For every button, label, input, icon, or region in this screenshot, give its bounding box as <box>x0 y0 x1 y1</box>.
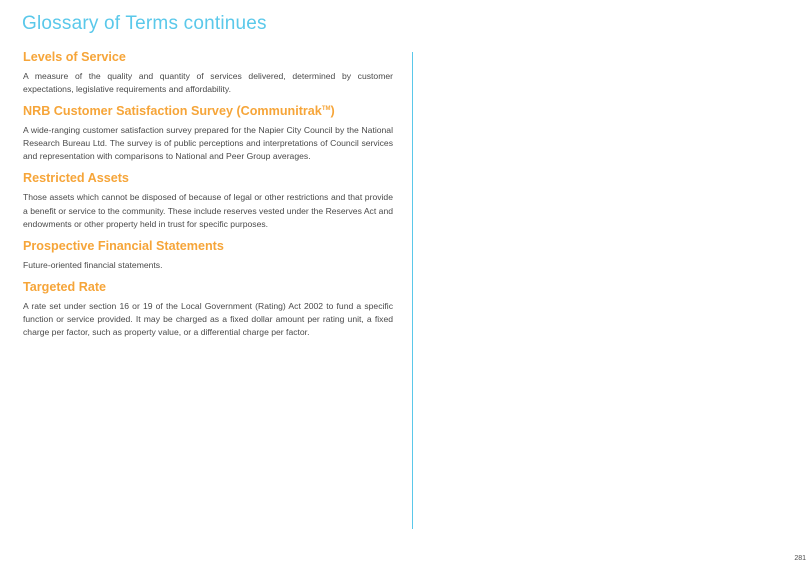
term-definition: A measure of the quality and quantity of services delivered, determined by customer expectations, legislative requirements and affordability. <box>23 71 393 95</box>
term-heading <box>23 104 393 118</box>
term-heading-text: NRB Customer Satisfaction Survey (Communitrak <box>23 104 322 119</box>
term-heading: Prospective Financial Statements <box>23 238 224 253</box>
term-definition: Those assets which cannot be disposed of because of legal or other restrictions and that provide a benefit or service to the community. These include reserves vested under the Reserves Act and endowments or other property held in trust for specific purposes. <box>23 192 393 229</box>
glossary-entry-targeted-rate <box>23 280 393 339</box>
glossary-entry-levels-of-service <box>23 50 393 96</box>
term-heading-suffix: ) <box>330 104 335 119</box>
trademark-mark: TM <box>321 106 331 112</box>
term-heading: Levels of Service <box>23 50 126 64</box>
page-number: 281 <box>794 555 806 562</box>
term-heading: Targeted Rate <box>23 279 107 294</box>
glossary-entry-nrb-survey <box>23 104 393 163</box>
term-definition: A rate set under section 16 or 19 of the Local Government (Rating) Act 2002 to fund a specific function or service provided. It may be charged as a fixed dollar amount per rating unit, a fixed charge per factor, such as property value, or a differential charge per factor. <box>23 300 393 338</box>
glossary-entry-restricted-assets <box>23 171 393 230</box>
column-divider <box>412 52 413 529</box>
glossary-entry-prospective-financial-statements <box>23 239 393 272</box>
term-definition: A wide-ranging customer satisfaction survey prepared for the Napier City Council by the National Research Bureau Ltd. The survey is of public perceptions and interpretations of Council services and representation with comparisons to National and Peer Group averages. <box>23 125 393 162</box>
page-title: Glossary of Terms continues <box>22 13 267 34</box>
term-definition: Future-oriented financial statements. <box>23 259 163 270</box>
term-heading: Restricted Assets <box>23 171 129 186</box>
glossary-column <box>23 50 393 347</box>
